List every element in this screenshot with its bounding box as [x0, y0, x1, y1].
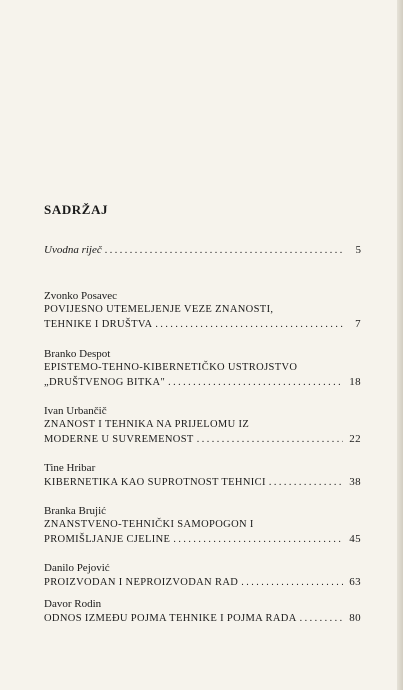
toc-author: Zvonko Posavec — [44, 290, 118, 302]
toc-page-number: 18 — [349, 376, 361, 388]
toc-entry-despot[interactable] — [44, 347, 361, 390]
leader-dots — [269, 476, 343, 490]
toc-entry-row — [44, 375, 361, 390]
toc-entry-posavec[interactable] — [44, 289, 361, 332]
toc-author: Branko Despot — [44, 348, 111, 360]
toc-entry-hribar[interactable] — [44, 461, 361, 490]
toc-entry-title: KIBERNETIKA KAO SUPROTNOST TEHNICI — [44, 477, 266, 488]
toc-page-number: 38 — [349, 476, 361, 488]
toc-entry-row — [44, 475, 361, 490]
toc-entry-title: PROMIŠLJANJE CJELINE — [44, 534, 171, 545]
toc-page-number: 5 — [355, 244, 361, 256]
toc-entry-row — [44, 532, 361, 547]
toc-page-number: 80 — [349, 612, 361, 624]
page-edge-shadow — [397, 0, 403, 690]
toc-title-line: EPISTEMO-TEHNO-KIBERNETIČKO USTROJSTVO — [44, 362, 298, 373]
toc-entry-title: TEHNIKE I DRUŠTVA — [44, 319, 153, 330]
toc-entry-row — [44, 575, 361, 590]
toc-entry-row — [44, 611, 361, 626]
leader-dots — [155, 318, 343, 332]
leader-dots — [168, 376, 343, 390]
toc-page-number: 7 — [355, 318, 361, 330]
leader-dots — [197, 433, 343, 447]
toc-entry-row — [44, 317, 361, 332]
toc-author: Danilo Pejović — [44, 562, 110, 574]
toc-author: Tine Hribar — [44, 462, 96, 474]
toc-title-line: POVIJESNO UTEMELJENJE VEZE ZNANOSTI, — [44, 304, 274, 315]
toc-entry-brujic[interactable] — [44, 504, 361, 547]
toc-heading: SADRŽAJ — [44, 202, 109, 217]
leader-dots — [300, 612, 343, 626]
toc-page-number: 63 — [349, 576, 361, 588]
toc-entry-row — [44, 244, 361, 256]
toc-entry-title: Uvodna riječ — [44, 244, 102, 256]
toc-entry-rodin[interactable] — [44, 597, 361, 626]
toc-author: Branka Brujić — [44, 505, 107, 517]
toc-entry-row — [44, 432, 361, 447]
toc-page-number: 45 — [349, 533, 361, 545]
toc-page-number: 22 — [349, 433, 361, 445]
toc-author: Ivan Urbančič — [44, 405, 107, 417]
toc-entry-intro[interactable] — [44, 244, 361, 256]
toc-entry-pejovic[interactable] — [44, 561, 361, 590]
toc-title-line: ZNANSTVENO-TEHNIČKI SAMOPOGON I — [44, 519, 254, 530]
toc-entry-title: „DRUŠTVENOG BITKA" — [44, 377, 166, 388]
toc-author: Davor Rodin — [44, 598, 102, 610]
toc-entry-title: ODNOS IZMEĐU POJMA TEHNIKE I POJMA RADA — [44, 613, 297, 624]
leader-dots — [173, 533, 343, 547]
toc-entry-title: MODERNE U SUVREMENOST — [44, 434, 194, 445]
toc-entry-urbancic[interactable] — [44, 404, 361, 447]
toc-entry-title: PROIZVODAN I NEPROIZVODAN RAD — [44, 577, 239, 588]
leader-dots — [105, 245, 343, 256]
leader-dots — [241, 576, 343, 590]
toc-title-line: ZNANOST I TEHNIKA NA PRIJELOMU IZ — [44, 419, 250, 430]
